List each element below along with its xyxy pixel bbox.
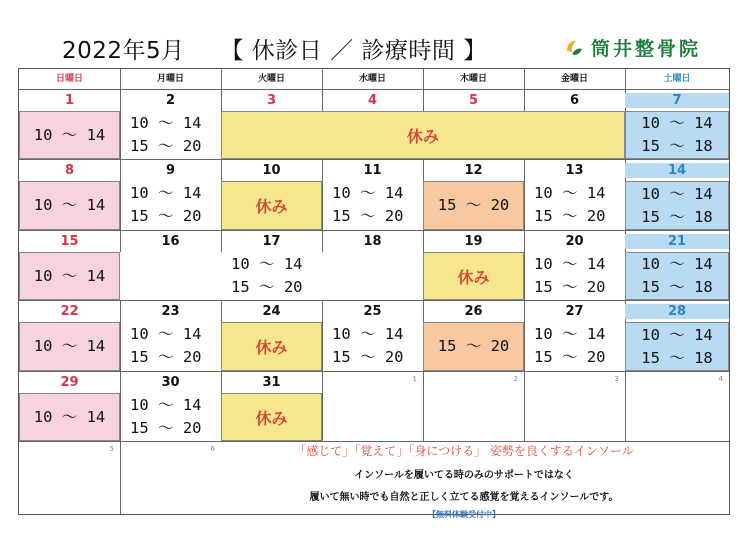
- weekday-hours: 10 ～ 14 15 ～ 20: [534, 325, 606, 366]
- saturday-hours: 10 ～ 14 15 ～ 18: [625, 252, 729, 300]
- clinic-name: 筒井整骨院: [591, 38, 702, 60]
- date: 26: [464, 304, 483, 319]
- date: 21: [625, 234, 729, 249]
- sunday-hours: 10 ～ 14: [19, 111, 120, 159]
- date: 20: [565, 234, 584, 249]
- date: 15: [60, 234, 79, 249]
- closed-block: 休み: [221, 322, 322, 371]
- weekday-mon: 月曜日: [156, 74, 184, 84]
- weekday-thu: 木曜日: [459, 74, 487, 84]
- date: 6: [569, 93, 580, 108]
- date: 13: [565, 163, 584, 178]
- weekday-hours: 10 ～ 14 15 ～ 20: [332, 184, 404, 225]
- weekday-hours: 10 ～ 14 15 ～ 20: [130, 396, 202, 437]
- date: 3: [266, 93, 277, 108]
- weekday-wed: 水曜日: [358, 74, 386, 84]
- date: 16: [161, 234, 180, 249]
- title-text: 【 休診日 ／ 診療時間 】: [220, 38, 487, 64]
- date: 2: [165, 93, 176, 108]
- weekday-hours: 10 ～ 14 15 ～ 20: [534, 255, 606, 296]
- closed-block: 休み: [221, 111, 625, 159]
- date: 30: [161, 375, 180, 390]
- weekday-sat: 土曜日: [663, 74, 691, 84]
- date-next-month: 2: [513, 375, 518, 383]
- ad-line-3: 履いて無い時でも自然と正しく立てる感覚を覚えるインソールです。: [309, 492, 619, 503]
- date: 12: [464, 163, 483, 178]
- date: 19: [464, 234, 483, 249]
- ad-headline: 「感じて」「覚えて」「身につける」 姿勢を良くするインソール: [294, 444, 634, 458]
- sunday-hours: 10 ～ 14: [19, 393, 120, 441]
- date-next-month: 1: [412, 375, 417, 383]
- weekday-hours: 10 ～ 14 15 ～ 20: [130, 325, 202, 366]
- closed-block: 休み: [423, 252, 524, 300]
- date: 7: [625, 93, 729, 108]
- clinic-logo: [563, 34, 701, 61]
- date: 29: [60, 375, 79, 390]
- thursday-hours: 15 ～ 20: [423, 181, 524, 230]
- date: 22: [60, 304, 79, 319]
- year-month: 2022年5月: [62, 38, 185, 64]
- date: 17: [262, 234, 281, 249]
- date: 31: [262, 375, 281, 390]
- ad-line-2: インソールを履いてる時のみのサポートではなく: [354, 470, 574, 481]
- saturday-hours: 10 ～ 14 15 ～ 18: [625, 181, 729, 230]
- date-next-month: 3: [614, 375, 619, 383]
- sunday-hours: 10 ～ 14: [19, 252, 120, 300]
- date: 5: [468, 93, 479, 108]
- thursday-hours: 15 ～ 20: [423, 322, 524, 371]
- date: 18: [363, 234, 382, 249]
- weekday-hours: 10 ～ 14 15 ～ 20: [130, 184, 202, 225]
- weekday-sun: 日曜日: [55, 74, 83, 84]
- sunday-hours: 10 ～ 14: [19, 322, 120, 371]
- date: 10: [262, 163, 281, 178]
- insole-ad: [218, 442, 710, 520]
- date: 23: [161, 304, 180, 319]
- date-next-month: 6: [210, 445, 215, 453]
- date: 24: [262, 304, 281, 319]
- weekday-hours: 10 ～ 14 15 ～ 20: [231, 255, 303, 296]
- date: 8: [64, 163, 75, 178]
- weekday-tue: 火曜日: [257, 74, 285, 84]
- saturday-hours: 10 ～ 14 15 ～ 18: [625, 111, 729, 159]
- closed-block: 休み: [221, 181, 322, 230]
- date: 11: [363, 163, 382, 178]
- weekday-hours: 10 ～ 14 15 ～ 20: [130, 114, 202, 155]
- weekday-hours: 10 ～ 14 15 ～ 20: [534, 184, 606, 225]
- date: 25: [363, 304, 382, 319]
- saturday-hours: 10 ～ 14 15 ～ 18: [625, 322, 729, 371]
- date: 27: [565, 304, 584, 319]
- date: 1: [64, 93, 75, 108]
- date-next-month: 4: [718, 375, 723, 383]
- weekday-fri: 金曜日: [560, 74, 588, 84]
- date-next-month: 5: [109, 445, 114, 453]
- date: 28: [625, 304, 729, 319]
- sunday-hours: 10 ～ 14: [19, 181, 120, 230]
- free-trial-note: 【無料体験受付中】: [428, 510, 500, 519]
- weekday-hours: 10 ～ 14 15 ～ 20: [332, 325, 404, 366]
- page-title: [62, 32, 487, 65]
- clinic-logo-icon: [563, 37, 585, 59]
- date: 4: [367, 93, 378, 108]
- closed-block: 休み: [221, 393, 322, 441]
- date: 9: [165, 163, 176, 178]
- date: 14: [625, 163, 729, 178]
